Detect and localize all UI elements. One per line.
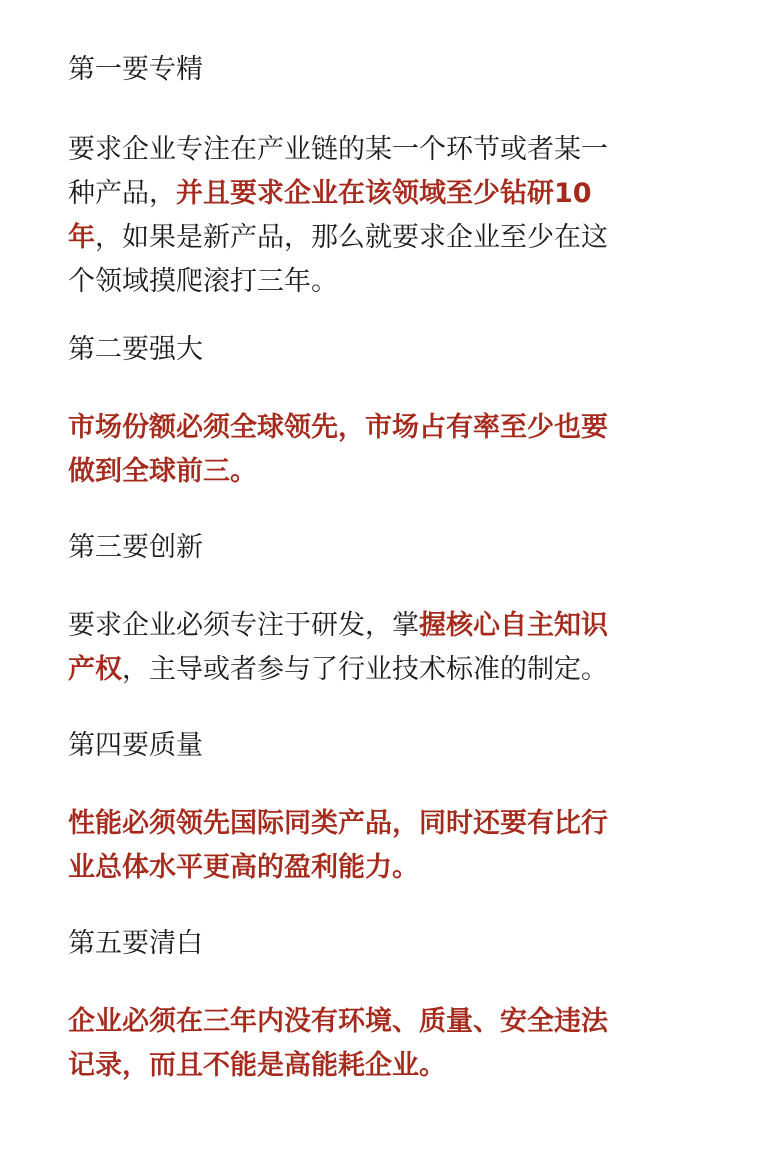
paragraph-line xyxy=(68,216,678,260)
paragraph-line xyxy=(68,172,678,216)
text-run: 个领域摸爬滚打三年。 xyxy=(68,266,338,297)
section-paragraph-4 xyxy=(68,802,678,890)
text-run: 种产品， xyxy=(68,178,176,209)
section-heading-2: 第二要强大 xyxy=(68,334,203,365)
text-run: ，如果是新产品，那么就要求企业至少在这 xyxy=(95,222,608,253)
section-heading-1: 第一要专精 xyxy=(68,54,203,85)
emphasis-text: 市场份额必须全球领先，市场占有率至少也要 xyxy=(68,412,608,443)
paragraph-line xyxy=(68,648,678,692)
text-run: 要求企业必须专注于研发，掌 xyxy=(68,610,419,641)
section-heading-5: 第五要清白 xyxy=(68,928,203,959)
paragraph-line xyxy=(68,260,678,304)
text-run: ，主导或者参与了行业技术标准的制定。 xyxy=(122,654,608,685)
section-paragraph-2 xyxy=(68,406,678,494)
emphasis-text: 记录，而且不能是高能耗企业。 xyxy=(68,1050,446,1081)
emphasis-text: 产权 xyxy=(68,654,122,685)
emphasis-text: 性能必须领先国际同类产品，同时还要有比行 xyxy=(68,808,608,839)
text-run: 要求企业专注在产业链的某一个环节或者某一 xyxy=(68,134,608,165)
emphasis-text: 业总体水平更高的盈利能力。 xyxy=(68,852,419,883)
paragraph-line xyxy=(68,604,678,648)
paragraph-line xyxy=(68,128,678,172)
emphasis-text: 并且要求企业在该领域至少钻研10 xyxy=(176,178,592,209)
section-heading-4: 第四要质量 xyxy=(68,730,203,761)
section-heading-3: 第三要创新 xyxy=(68,532,203,563)
emphasis-text: 年 xyxy=(68,222,95,253)
emphasis-text: 做到全球前三。 xyxy=(68,456,257,487)
section-paragraph-1 xyxy=(68,128,678,304)
section-paragraph-3 xyxy=(68,604,678,692)
section-paragraph-5 xyxy=(68,1000,678,1088)
emphasis-text: 企业必须在三年内没有环境、质量、安全违法 xyxy=(68,1006,608,1037)
emphasis-text: 握核心自主知识 xyxy=(419,610,608,641)
